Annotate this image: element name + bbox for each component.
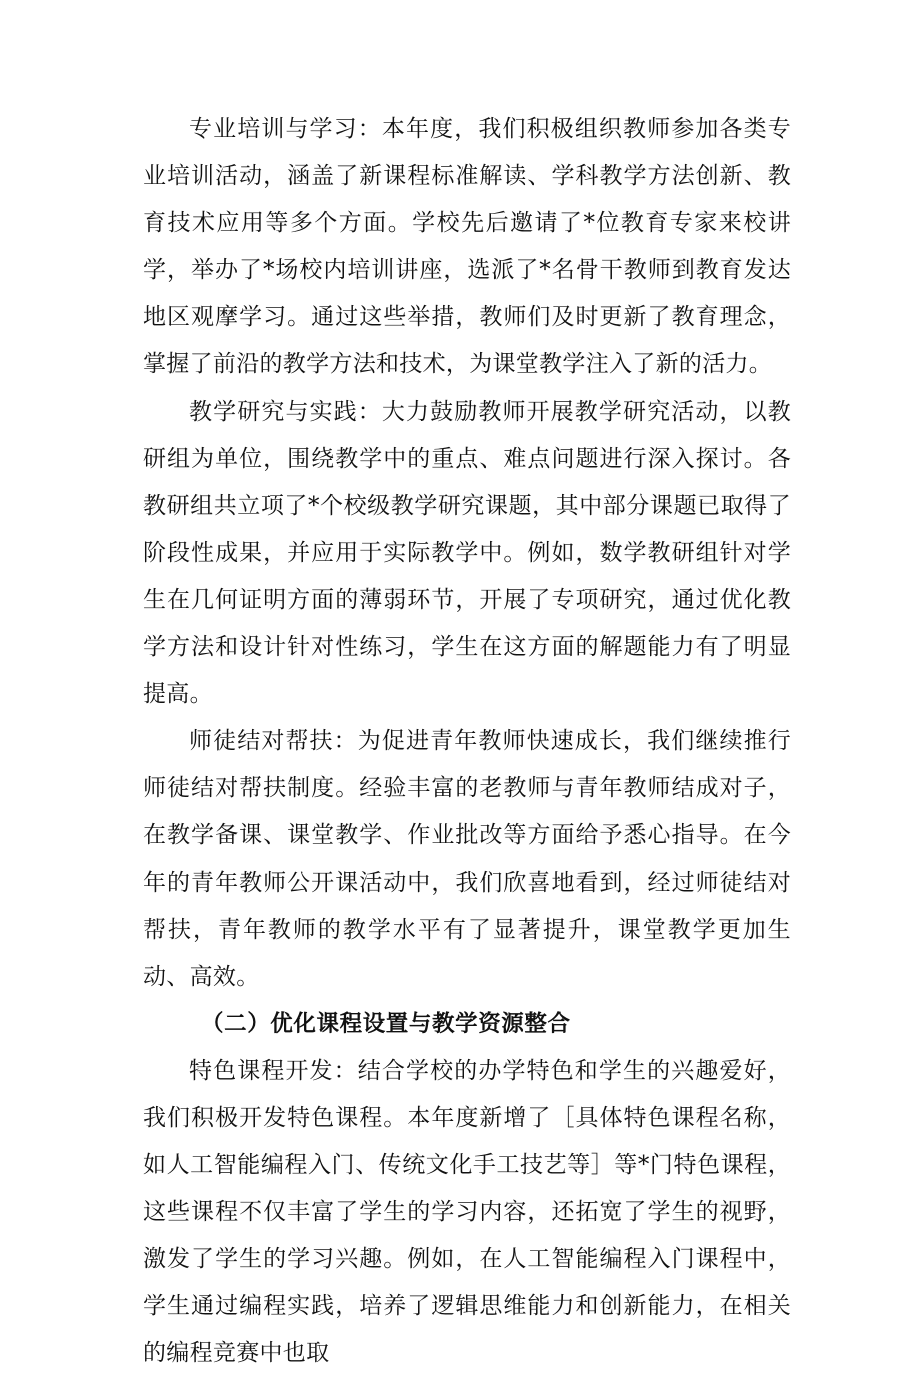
paragraph-special-courses: 特色课程开发：结合学校的办学特色和学生的兴趣爱好，我们积极开发特色课程。本年度新增了［具体特色课程名称，如人工智能编程入门、传统文化手工技艺等］等*门特色课程，这些课程不仅丰富了学生的学习内容，还拓宽了学生的视野，激发了学生的学习兴趣。例如，在人工智能编程入门课程中，学生通过编程实践，培养了逻辑思维能力和创新能力，在相关的编程竞赛中也取: [143, 1057, 791, 1367]
paragraph-professional-training: 专业培训与学习：本年度，我们积极组织教师参加各类专业培训活动，涵盖了新课程标准解读、学科教学方法创新、教育技术应用等多个方面。学校先后邀请了*位教育专家来校讲学，举办了*场校内培训讲座，选派了*名骨干教师到教育发达地区观摩学习。通过这些举措，教师们及时更新了教育理念，掌握了前沿的教学方法和技术，为课堂教学注入了新的活力。: [143, 116, 791, 378]
document-page: [143, 106, 791, 1378]
section-heading: （二）优化课程设置与教学资源整合: [201, 1010, 571, 1037]
paragraph-mentoring: 师徒结对帮扶：为促进青年教师快速成长，我们继续推行师徒结对帮扶制度。经验丰富的老教师与青年教师结成对子，在教学备课、课堂教学、作业批改等方面给予悉心指导。在今年的青年教师公开课活动中，我们欣喜地看到，经过师徒结对帮扶，青年教师的教学水平有了显著提升，课堂教学更加生动、高效。: [143, 728, 791, 990]
paragraph-teaching-research: 教学研究与实践：大力鼓励教师开展教学研究活动，以教研组为单位，围绕教学中的重点、难点问题进行深入探讨。各教研组共立项了*个校级教学研究课题，其中部分课题已取得了阶段性成果，并应用于实际教学中。例如，数学教研组针对学生在几何证明方面的薄弱环节，开展了专项研究，通过优化教学方法和设计针对性练习，学生在这方面的解题能力有了明显提高。: [143, 398, 791, 708]
